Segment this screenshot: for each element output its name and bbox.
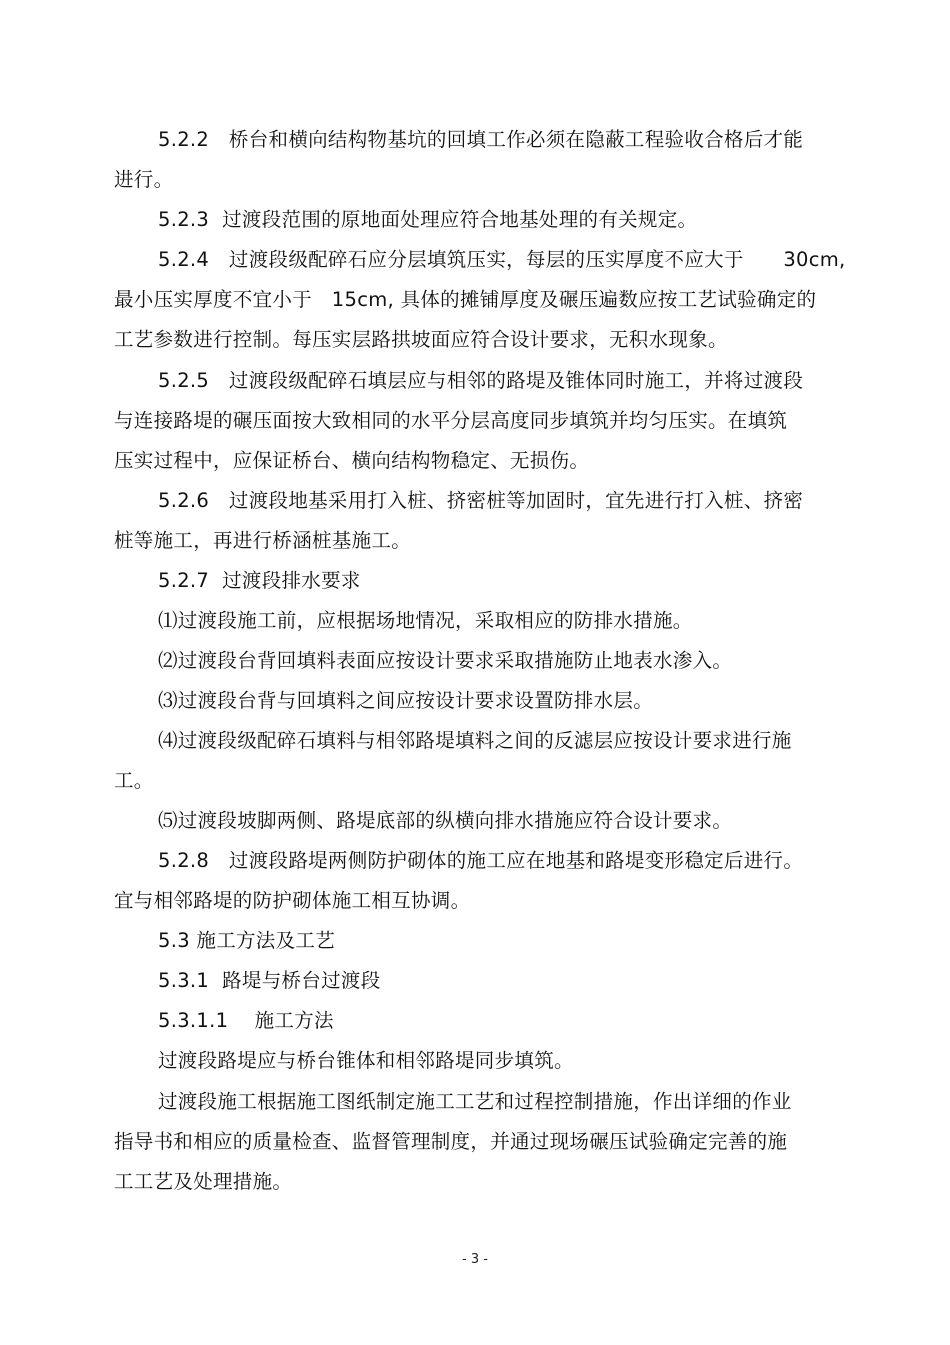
clause-5-2-8: 5.2.8 过渡段路堤两侧防护砌体的施工应在地基和路堤变形稳定后进行。 bbox=[158, 849, 804, 872]
drainage-item-4: ⑷过渡段级配碎石填料与相邻路堤填料之间的反滤层应按设计要求进行施 bbox=[158, 729, 792, 752]
clause-5-2-4-continuation-2: 工艺参数进行控制。每压实层路拱坡面应符合设计要求，无积水现象。 bbox=[114, 328, 728, 351]
paragraph-construction-plan-continuation-1: 指导书和相应的质量检查、监督管理制度，并通过现场碾压试验确定完善的施 bbox=[114, 1130, 788, 1153]
clause-5-2-5-continuation-2: 压实过程中，应保证桥台、横向结构物稳定、无损伤。 bbox=[114, 449, 590, 472]
drainage-item-4-continuation: 工。 bbox=[114, 769, 154, 792]
drainage-item-3: ⑶过渡段台背与回填料之间应按设计要求设置防排水层。 bbox=[158, 689, 654, 712]
subsection-heading-5-3-1: 5.3.1 路堤与桥台过渡段 bbox=[158, 969, 381, 992]
drainage-item-1: ⑴过渡段施工前，应根据场地情况，采取相应的防排水措施。 bbox=[158, 609, 693, 632]
paragraph-construction-plan-continuation-2: 工工艺及处理措施。 bbox=[114, 1170, 293, 1193]
clause-5-2-6-continuation: 桩等施工，再进行桥涵桩基施工。 bbox=[114, 529, 412, 552]
clause-5-2-4: 5.2.4 过渡段级配碎石应分层填筑压实，每层的压实厚度不应大于 30cm, bbox=[158, 248, 846, 271]
paragraph-sync-filling: 过渡段路堤应与桥台锥体和相邻路堤同步填筑。 bbox=[158, 1049, 574, 1072]
clause-5-2-3: 5.2.3 过渡段范围的原地面处理应符合地基处理的有关规定。 bbox=[158, 208, 698, 231]
subsection-heading-5-3-1-1: 5.3.1.1 施工方法 bbox=[158, 1009, 334, 1032]
drainage-item-2: ⑵过渡段台背回填料表面应按设计要求采取措施防止地表水渗入。 bbox=[158, 649, 733, 672]
drainage-item-5: ⑸过渡段坡脚两侧、路堤底部的纵横向排水措施应符合设计要求。 bbox=[158, 809, 733, 832]
page-number: - 3 - bbox=[462, 1252, 488, 1267]
clause-5-2-7: 5.2.7 过渡段排水要求 bbox=[158, 569, 361, 592]
clause-5-2-5: 5.2.5 过渡段级配碎石填层应与相邻的路堤及锥体同时施工，并将过渡段 bbox=[158, 369, 804, 392]
clause-5-2-2: 5.2.2 桥台和横向结构物基坑的回填工作必须在隐蔽工程验收合格后才能 bbox=[158, 128, 804, 151]
clause-5-2-4-continuation-1: 最小压实厚度不宜小于 15cm, 具体的摊铺厚度及碾压遍数应按工艺试验确定的 bbox=[114, 288, 817, 311]
clause-5-2-2-continuation: 进行。 bbox=[114, 168, 174, 191]
clause-5-2-6: 5.2.6 过渡段地基采用打入桩、挤密桩等加固时，宜先进行打入桩、挤密 bbox=[158, 489, 804, 512]
section-heading-5-3: 5.3 施工方法及工艺 bbox=[158, 929, 336, 952]
clause-5-2-8-continuation: 宜与相邻路堤的防护砌体施工相互协调。 bbox=[114, 889, 471, 912]
clause-5-2-5-continuation-1: 与连接路堤的碾压面按大致相同的水平分层高度同步填筑并均匀压实。在填筑 bbox=[114, 409, 788, 432]
paragraph-construction-plan: 过渡段施工根据施工图纸制定施工工艺和过程控制措施，作出详细的作业 bbox=[158, 1090, 792, 1113]
